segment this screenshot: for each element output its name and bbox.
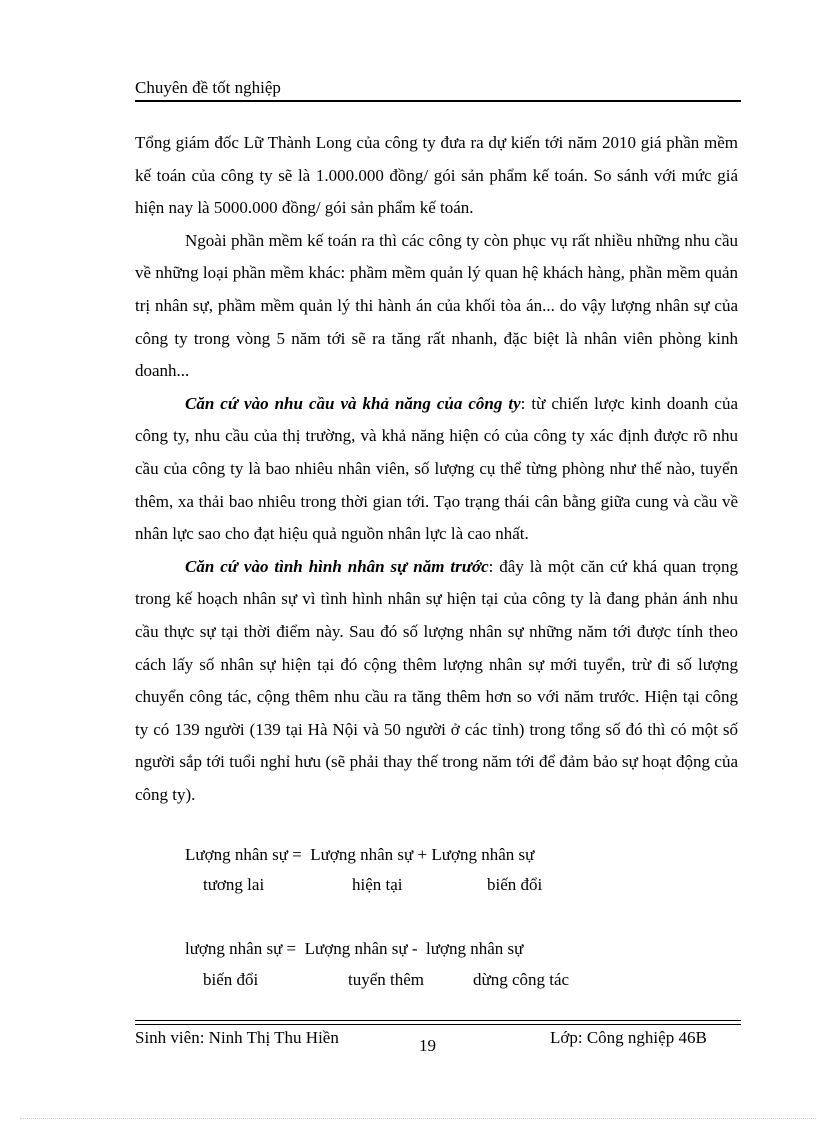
footer-rule-double <box>135 1024 741 1025</box>
page-number: 19 <box>419 1036 436 1055</box>
formula-2-sub-1: biến đổi <box>203 970 259 989</box>
paragraph-4-lead: Căn cứ vào tình hình nhân sự năm trước <box>185 556 489 576</box>
paragraph-2: Ngoài phần mềm kế toán ra thì các công ty còn phục vụ rất nhiều những nhu cầu về những loại phần mềm khác: phầm mềm quản lý quan hệ khách hàng, phần mềm quản trị nhân sự, phầm mềm quản lý thi hành án của khối tòa án... do vậy lượng nhân sự của công ty trong vòng 5 năm tới sẽ ra tăng rất nhanh, đặc biệt là nhân viên phòng kinh doanh... <box>135 230 738 381</box>
footer-rule <box>135 1020 741 1021</box>
running-header: Chuyên đề tốt nghiệp <box>135 78 281 97</box>
formula-1-sub-3: biến đổi <box>487 875 543 894</box>
paragraph-3-lead: Căn cứ vào nhu cầu và khả năng của công ty <box>185 393 521 413</box>
body-text <box>135 127 738 811</box>
paragraph-1: Tổng giám đốc Lữ Thành Long của công ty đưa ra dự kiến tới năm 2010 giá phần mềm kế toán của công ty sẽ là 1.000.000 đồng/ gói sản phẩm kế toán. So sánh với mức giá hiện nay là 5000.000 đồng/ gói sản phẩm kế toán. <box>135 133 738 218</box>
formula-2-line: lượng nhân sự = Lượng nhân sự - lượng nhân sự <box>185 939 524 958</box>
formula-2-sub-3: dừng công tác <box>473 970 570 989</box>
footer-class: Lớp: Công nghiệp 46B <box>550 1028 707 1047</box>
paragraph-4 <box>135 551 738 812</box>
formula-2-sub-2: tuyển thêm <box>348 970 425 989</box>
paragraph-3 <box>135 388 738 551</box>
footer-student: Sinh viên: Ninh Thị Thu Hiền <box>135 1028 339 1047</box>
header-rule <box>135 100 741 102</box>
paragraph-3-body: : từ chiến lược kinh doanh của công ty, nhu cầu của thị trường, và khả năng hiện có của công ty xác định được rõ nhu cầu của công ty là bao nhiêu nhân viên, số lượng cụ thể từng phòng như thế nào, tuyển thêm, xa thải bao nhiêu trong thời gian tới. Tạo trạng thái cân bằng giữa cung và cầu về nhân lực sao cho đạt hiệu quả nguồn nhân lực là cao nhất. <box>135 393 738 544</box>
paragraph-4-body: : đây là một căn cứ khá quan trọng trong kế hoạch nhân sự vì tình hình nhân sự hiện tại của công ty là đang phản ánh nhu cầu thực sự tại thời điểm này. Sau đó số lượng nhân sự những năm tới được tính theo cách lấy số nhân sự hiện tại đó cộng thêm lượng nhân sự mới tuyển, trừ đi số lượng chuyển công tác, cộng thêm nhu cầu ra tăng thêm hơn so với năm trước. Hiện tại công ty có 139 người (139 tại Hà Nội và 50 người ở các tỉnh) trong tổng số đó thì có một số người sắp tới tuổi nghỉ hưu (sẽ phải thay thế trong năm tới để đảm bảo sự hoạt động của công ty). <box>135 556 739 804</box>
formula-1-line: Lượng nhân sự = Lượng nhân sự + Lượng nhân sự <box>185 845 535 864</box>
formula-1-sub-2: hiện tại <box>352 875 403 894</box>
formula-1-sub-1: tương lai <box>203 875 265 894</box>
page-edge-divider <box>20 1118 816 1119</box>
